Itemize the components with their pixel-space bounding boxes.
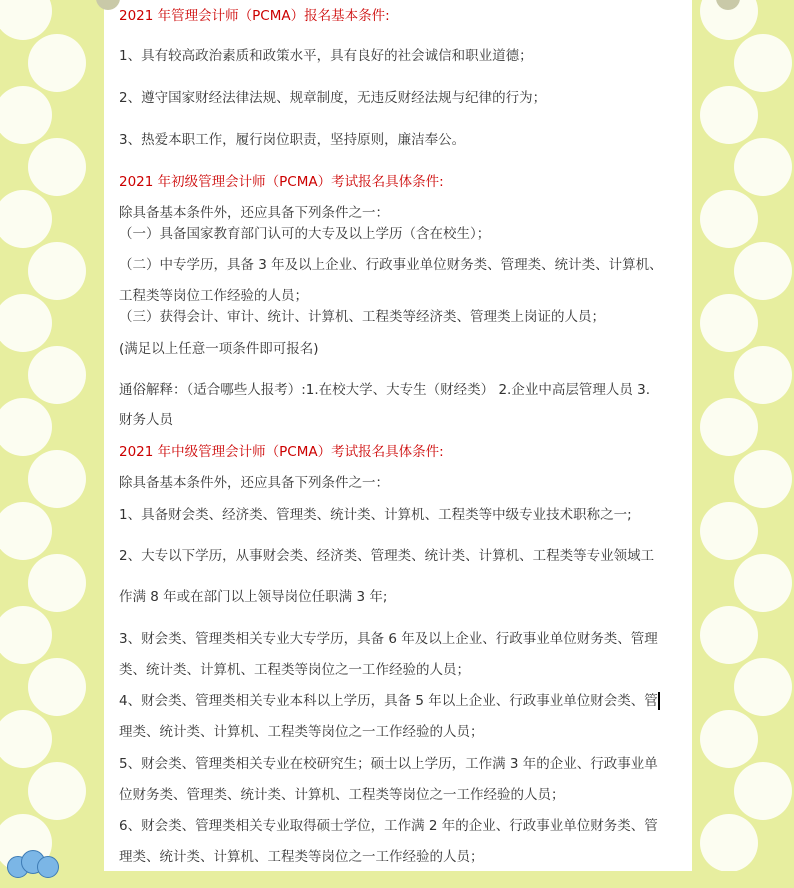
border-scallop <box>734 346 792 404</box>
bubble-decoration <box>5 848 60 888</box>
basic-condition-2: 2、遵守国家财经法律法规、规章制度，无违反财经法规与纪律的行为； <box>119 90 547 106</box>
intermediate-condition-5-cont: 位财务类、管理类、统计类、计算机、工程类等岗位之一工作经验的人员； <box>119 787 565 803</box>
intermediate-condition-4-text: 4、财会类、管理类相关专业本科以上学历，具备 5 年以上企业、行政事业单位财会类、管 <box>119 693 658 709</box>
junior-explanation-cont: 财务人员 <box>119 412 173 428</box>
junior-condition-1: （一）具备国家教育部门认可的大专及以上学历（含在校生）； <box>119 226 491 242</box>
border-scallop <box>28 762 86 820</box>
border-scallop <box>28 138 86 196</box>
border-scallop <box>28 450 86 508</box>
intermediate-condition-3-cont: 类、统计类、计算机、工程类等岗位之一工作经验的人员； <box>119 662 470 678</box>
intermediate-condition-3: 3、财会类、管理类相关专业大专学历，具备 6 年及以上企业、行政事业单位财务类、管理 <box>119 631 658 647</box>
left-decorative-border <box>0 0 100 871</box>
border-scallop <box>0 190 52 248</box>
basic-condition-3: 3、热爱本职工作，履行岗位职责，坚持原则，廉洁奉公。 <box>119 132 466 148</box>
junior-note: (满足以上任意一项条件即可报名) <box>119 341 319 357</box>
border-scallop <box>734 34 792 92</box>
border-scallop <box>0 0 52 40</box>
border-scallop <box>700 606 758 664</box>
border-scallop <box>734 658 792 716</box>
border-scallop <box>700 502 758 560</box>
border-scallop <box>28 658 86 716</box>
junior-intro: 除具备基本条件外，还应具备下列条件之一： <box>119 205 389 221</box>
intermediate-condition-1: 1、具备财会类、经济类、管理类、统计类、计算机、工程类等中级专业技术职称之一; <box>119 507 632 523</box>
border-scallop <box>28 554 86 612</box>
border-scallop <box>28 34 86 92</box>
border-scallop <box>700 86 758 144</box>
border-scallop <box>0 294 52 352</box>
intermediate-condition-6: 6、财会类、管理类相关专业取得硕士学位，工作满 2 年的企业、行政事业单位财务类、管 <box>119 818 658 834</box>
document-page[interactable] <box>104 0 692 871</box>
junior-explanation: 通俗解释：（适合哪些人报考）:1.在校大学、大专生（财经类） 2.企业中高层管理人员 3. <box>119 382 651 398</box>
border-scallop <box>700 710 758 768</box>
intermediate-condition-4-cont: 理类、统计类、计算机、工程类等岗位之一工作经验的人员； <box>119 724 484 740</box>
border-scallop <box>734 450 792 508</box>
intermediate-condition-2: 2、大专以下学历，从事财会类、经济类、管理类、统计类、计算机、工程类等专业领域工 <box>119 548 655 564</box>
junior-condition-2: （二）中专学历，具备 3 年及以上企业、行政事业单位财务类、管理类、统计类、计算机、 <box>119 257 663 273</box>
border-scallop <box>734 242 792 300</box>
heading-intermediate-conditions: 2021 年中级管理会计师（PCMA）考试报名具体条件: <box>119 444 444 460</box>
heading-junior-conditions: 2021 年初级管理会计师（PCMA）考试报名具体条件: <box>119 174 444 190</box>
border-scallop <box>0 710 52 768</box>
junior-condition-2-cont: 工程类等岗位工作经验的人员； <box>119 288 308 304</box>
border-scallop <box>0 398 52 456</box>
junior-condition-3: （三）获得会计、审计、统计、计算机、工程类等经济类、管理类上岗证的人员； <box>119 309 605 325</box>
intermediate-condition-4 <box>119 691 660 711</box>
basic-condition-1: 1、具有较高政治素质和政策水平，具有良好的社会诚信和职业道德； <box>119 48 533 64</box>
border-scallop <box>700 814 758 871</box>
intermediate-condition-2-cont: 作满 8 年或在部门以上领导岗位任职满 3 年; <box>119 589 388 605</box>
border-scallop <box>734 138 792 196</box>
heading-basic-conditions: 2021 年管理会计师（PCMA）报名基本条件: <box>119 8 390 24</box>
border-scallop <box>0 86 52 144</box>
border-scallop <box>700 190 758 248</box>
border-scallop <box>734 554 792 612</box>
border-scallop <box>28 346 86 404</box>
border-scallop <box>0 502 52 560</box>
intermediate-intro: 除具备基本条件外，还应具备下列条件之一： <box>119 475 389 491</box>
border-scallop <box>0 606 52 664</box>
intermediate-condition-6-cont: 理类、统计类、计算机、工程类等岗位之一工作经验的人员； <box>119 849 484 865</box>
border-scallop <box>700 294 758 352</box>
border-scallop <box>734 762 792 820</box>
border-scallop <box>28 242 86 300</box>
right-decorative-border <box>694 0 794 871</box>
border-scallop <box>700 398 758 456</box>
intermediate-condition-5: 5、财会类、管理类相关专业在校研究生；硕士以上学历，工作满 3 年的企业、行政事业单 <box>119 756 658 772</box>
text-cursor <box>658 692 660 710</box>
